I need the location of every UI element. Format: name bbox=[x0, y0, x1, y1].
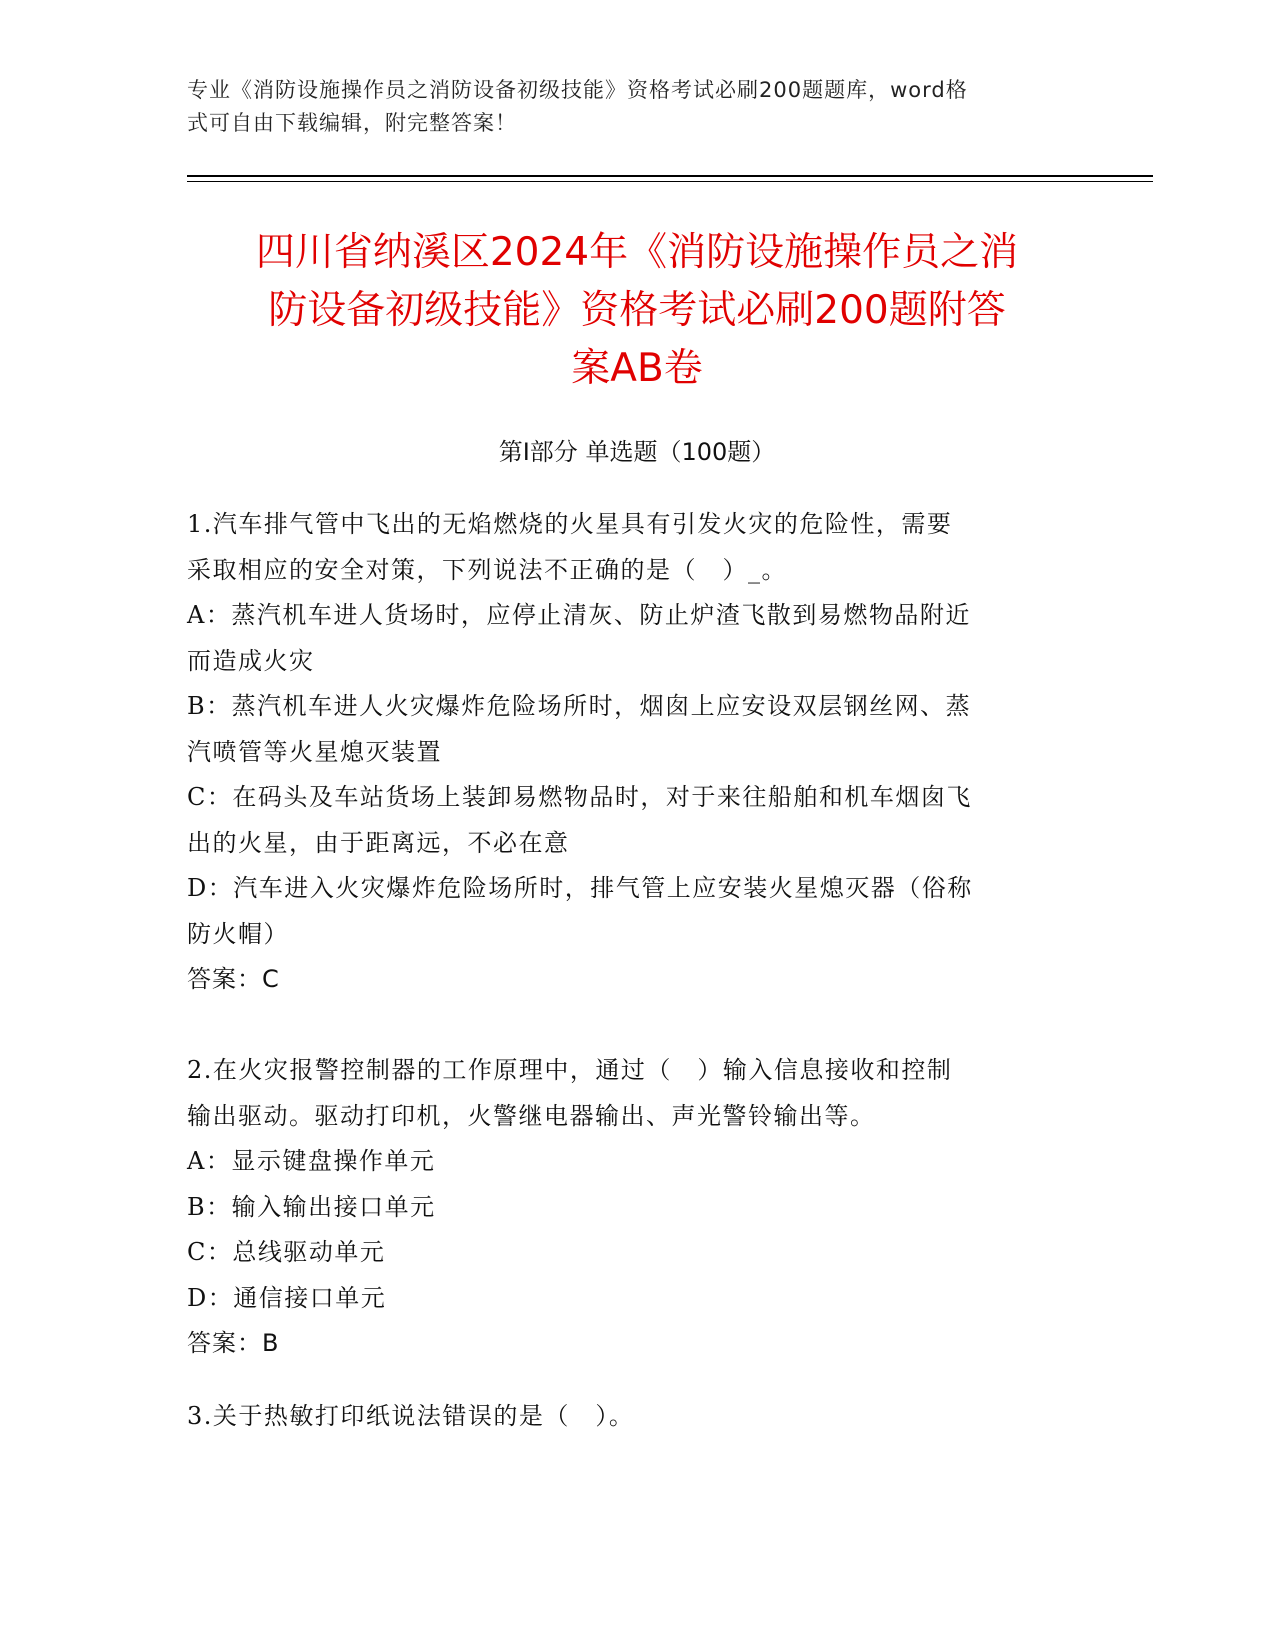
header-note-line: 专业《消防设施操作员之消防设备初级技能》资格考试必刷200题题库，word格 bbox=[187, 78, 968, 102]
option-a: 而造成火灾 bbox=[187, 646, 315, 675]
title-line: 四川省纳溪区2024年《消防设施操作员之消 bbox=[255, 230, 1019, 275]
option-b: 汽喷管等火星熄灭装置 bbox=[187, 737, 442, 766]
title-line: 防设备初级技能》资格考试必刷200题附答 bbox=[268, 288, 1006, 333]
question-stem: 3.关于热敏打印纸说法错误的是（ ）。 bbox=[187, 1402, 635, 1430]
option-b: B：输入输出接口单元 bbox=[187, 1192, 436, 1221]
question-1 bbox=[187, 502, 1067, 1003]
header-note-line: 式可自由下载编辑，附完整答案！ bbox=[187, 111, 517, 135]
option-a: A：蒸汽机车进人货场时，应停止清灰、防止炉渣飞散到易燃物品附近 bbox=[187, 601, 971, 629]
option-d: D：通信接口单元 bbox=[187, 1283, 387, 1312]
header-note bbox=[187, 74, 1067, 140]
question-stem: 2.在火灾报警控制器的工作原理中，通过（ ）输入信息接收和控制 bbox=[187, 1056, 953, 1084]
option-a: A：显示键盘操作单元 bbox=[187, 1147, 436, 1175]
answer: 答案：B bbox=[187, 1329, 280, 1357]
title-line: 案AB卷 bbox=[571, 346, 703, 391]
option-d: D：汽车进入火灾爆炸危险场所时，排气管上应安装火星熄灭器（俗称 bbox=[187, 874, 973, 902]
option-b: B：蒸汽机车进人火灾爆炸危险场所时，烟囱上应安设双层钢丝网、蒸 bbox=[187, 692, 972, 720]
document-title bbox=[187, 224, 1087, 398]
question-stem: 输出驱动。驱动打印机，火警继电器输出、声光警铃输出等。 bbox=[187, 1101, 876, 1130]
option-d: 防火帽） bbox=[187, 919, 289, 948]
section-title: 第Ⅰ部分 单选题（100题） bbox=[498, 438, 776, 466]
option-c: 出的火星，由于距离远，不必在意 bbox=[187, 828, 570, 857]
option-c: C：总线驱动单元 bbox=[187, 1238, 386, 1266]
header-divider bbox=[187, 175, 1153, 177]
header-divider-thin bbox=[187, 181, 1153, 182]
option-c: C：在码头及车站货场上装卸易燃物品时，对于来往船舶和机车烟囱飞 bbox=[187, 783, 972, 811]
question-2 bbox=[187, 1048, 1067, 1367]
answer: 答案：C bbox=[187, 965, 280, 993]
question-3 bbox=[187, 1394, 1067, 1440]
question-stem: 采取相应的安全对策，下列说法不正确的是（ ）_。 bbox=[187, 555, 787, 584]
question-stem: 1.汽车排气管中飞出的无焰燃烧的火星具有引发火灾的危险性，需要 bbox=[187, 510, 953, 538]
